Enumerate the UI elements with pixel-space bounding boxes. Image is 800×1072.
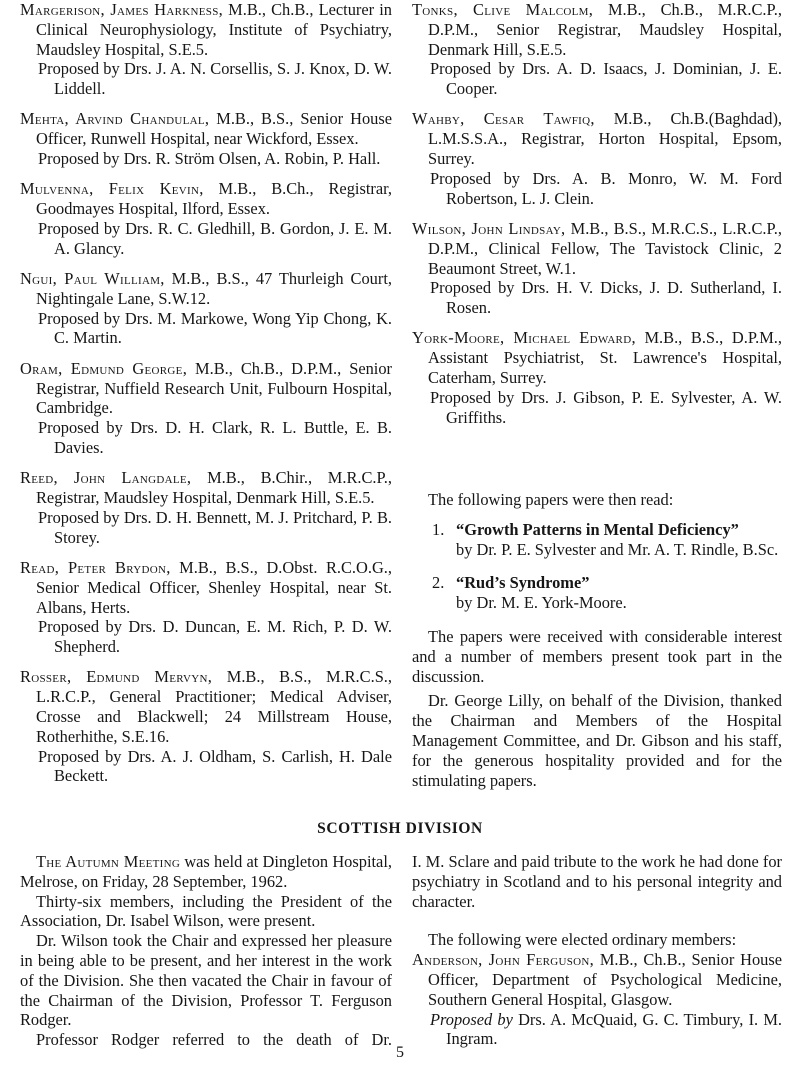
meeting-intro: was held at Dingleton Hospital, Melrose, on Friday, 28 September, 1962. [20,852,392,891]
paper-item-1 [412,520,782,560]
member-entry [412,328,782,427]
member-details: M.B., Ch.B., M.R.C.P., D.P.M., Senior Registrar, Maudsley Hospital, Denmark Hill, S.E.5. [428,0,782,59]
member-entry [20,269,392,348]
member-name: Anderson, John Ferguson, [412,950,595,970]
paper-number: 2. [432,573,445,593]
member-details: M.B., B.S., M.R.C.S., L.R.C.P., D.P.M., Clinical Fellow, The Tavistock Clinic, 2 Beaumont Street, W.1. [428,218,782,278]
member-proposers: Proposed by Drs. H. V. Dicks, J. D. Sutherland, I. Rosen. [430,278,782,318]
section-heading: SCOTTISH DIVISION [317,820,483,837]
papers-received-paragraph: The papers were received with considerable interest and a number of members present took part in the discussion. [412,626,782,686]
member-entry [412,219,782,318]
member-details: M.B., Ch.B., Senior House Officer, Department of Psychological Medicine, Southern General Hospital, Glasgow. [428,950,782,1009]
page-number: 5 [396,1044,404,1061]
member-name: Read, Peter Brydon, [20,557,171,577]
member-proposers: Proposed by Drs. J. A. N. Corsellis, S. J. Knox, D. W. Liddell. [38,59,392,99]
member-details: M.B., Ch.B., D.P.M., Senior Registrar, Nuffield Research Unit, Fulbourn Hospital, Cambridge. [36,358,392,418]
tribute-paragraph-start: Professor Rodger referred to the death of Dr. [36,1030,392,1050]
paper-item-2 [412,573,782,613]
proposed-label: Proposed by [430,1009,513,1029]
member-details: M.B., B.S., 47 Thurleigh Court, Nightingale Lane, S.W.12. [36,269,392,308]
member-entry [20,468,392,547]
paper-title: “Growth Patterns in Mental Deficiency” [456,519,739,539]
paper-authors: by Dr. M. E. York-Moore. [456,593,627,613]
member-name: Oram, Edmund George, [20,358,188,378]
elected-member-entry [412,950,782,1049]
member-name: Reed, John Langdale, [20,468,192,488]
member-proposers: Proposed by Drs. M. Markowe, Wong Yip Chong, K. C. Martin. [38,308,392,348]
member-proposers: Proposed by Drs. A. B. Monro, W. M. Ford Robertson, L. J. Clein. [430,168,782,208]
member-entry [20,667,392,786]
paper-number: 1. [432,519,445,539]
tribute-paragraph-cont: I. M. Sclare and paid tribute to the work he had done for psychiatry in Scotland and to his personal integrity and character. [412,852,782,911]
member-name: Wilson, John Lindsay, [412,218,566,238]
member-name: Ngui, Paul William, [20,269,165,289]
member-name: Tonks, Clive Malcolm, [412,0,594,19]
attendance-paragraph: Thirty-six members, including the President of the Association, Dr. Isabel Wilson, were present. [20,891,392,931]
member-proposers: Proposed by Drs. J. Gibson, P. E. Sylvester, A. W. Griffiths. [430,387,782,427]
right-column [412,0,782,790]
member-proposers: Proposed by Drs. A. D. Isaacs, J. Dominian, J. E. Cooper. [430,59,782,99]
member-entry [20,109,392,168]
member-proposers: Proposed by Drs. D. H. Clark, R. L. Buttle, E. B. Davies. [38,418,392,457]
member-proposers: Proposed by Drs. R. C. Gledhill, B. Gordon, J. E. M. A. Glancy. [38,218,392,258]
thanks-paragraph: Dr. George Lilly, on behalf of the Division, thanked the Chairman and Members of the Hospital Management Committee, and Dr. Gibson and his staff, for the generous hospitality provided and for the stimulating papers. [412,691,782,790]
paper-title: “Rud’s Syndrome” [456,573,590,593]
member-list-left [20,0,392,786]
member-name: Mulvenna, Felix Kevin, [20,179,204,199]
member-proposers: Proposed by Drs. D. Duncan, E. M. Rich, P. D. W. Shepherd. [38,617,392,657]
member-name: Mehta, Arvind Chandulal, [20,109,210,129]
member-name: Rosser, Edmund Mervyn, [20,667,213,687]
member-entry [20,558,392,657]
member-details: M.B., B.Chir., M.R.C.P., Registrar, Maudsley Hospital, Denmark Hill, S.E.5. [36,468,392,508]
member-entry [20,0,392,99]
member-name: York-Moore, Michael Edward, [412,328,636,348]
member-entry [20,359,392,458]
scottish-left-column [20,852,392,1050]
member-proposers: Proposed by Drs. A. J. Oldham, S. Carlish, H. Dale Beckett. [38,746,392,786]
member-proposers: Drs. A. McQuaid, G. C. Timbury, I. M. Ingram. [446,1009,782,1049]
member-proposers: Proposed by Drs. D. H. Bennett, M. J. Pritchard, P. B. Storey. [38,507,392,547]
scottish-right-column [412,852,782,1060]
member-details: M.B., Ch.B., Lecturer in Clinical Neurophysiology, Institute of Psychiatry, Maudsley Hospital, S.E.5. [36,0,392,59]
member-name: Wahby, Cesar Tawfiq, [412,109,595,129]
meeting-lead: The Autumn Meeting [36,852,181,871]
elected-intro: The following were elected ordinary members: [428,930,737,950]
member-details: M.B., Ch.B.(Baghdad), L.M.S.S.A., Registrar, Horton Hospital, Epsom, Surrey. [428,109,782,169]
member-details: M.B., B.S., Senior House Officer, Runwell Hospital, near Wickford, Essex. [36,109,392,149]
member-proposers: Proposed by Drs. R. Ström Olsen, A. Robin, P. Hall. [38,149,381,169]
member-entry [412,109,782,208]
member-entry [412,0,782,99]
member-details: M.B., B.S., M.R.C.S., L.R.C.P., General Practitioner; Medical Adviser, Crosse and Blackwell; 24 Millstream House, Rotherhithe, S.E.16. [36,667,393,746]
member-list-right [412,0,782,427]
member-details: M.B., B.Ch., Registrar, Goodmayes Hospital, Ilford, Essex. [36,179,393,219]
member-name: Margerison, James Harkness, [20,0,224,19]
papers-intro: The following papers were then read: [428,489,674,509]
member-details: M.B., B.S., D.Obst. R.C.O.G., Senior Medical Officer, Shenley Hospital, near St. Albans, Herts. [36,557,392,617]
chair-paragraph: Dr. Wilson took the Chair and expressed her pleasure in being able to be present, and her interest in the work of the Division. She then vacated the Chair in favour of the Chairman of the Division, Professor T. Ferguson Rodger. [20,931,392,1030]
member-entry [20,179,392,258]
member-details: M.B., B.S., D.P.M., Assistant Psychiatrist, St. Lawrence's Hospital, Caterham, Surrey. [428,328,782,388]
left-column [20,0,392,797]
paper-authors: by Dr. P. E. Sylvester and Mr. A. T. Rindle, B.Sc. [456,539,779,559]
